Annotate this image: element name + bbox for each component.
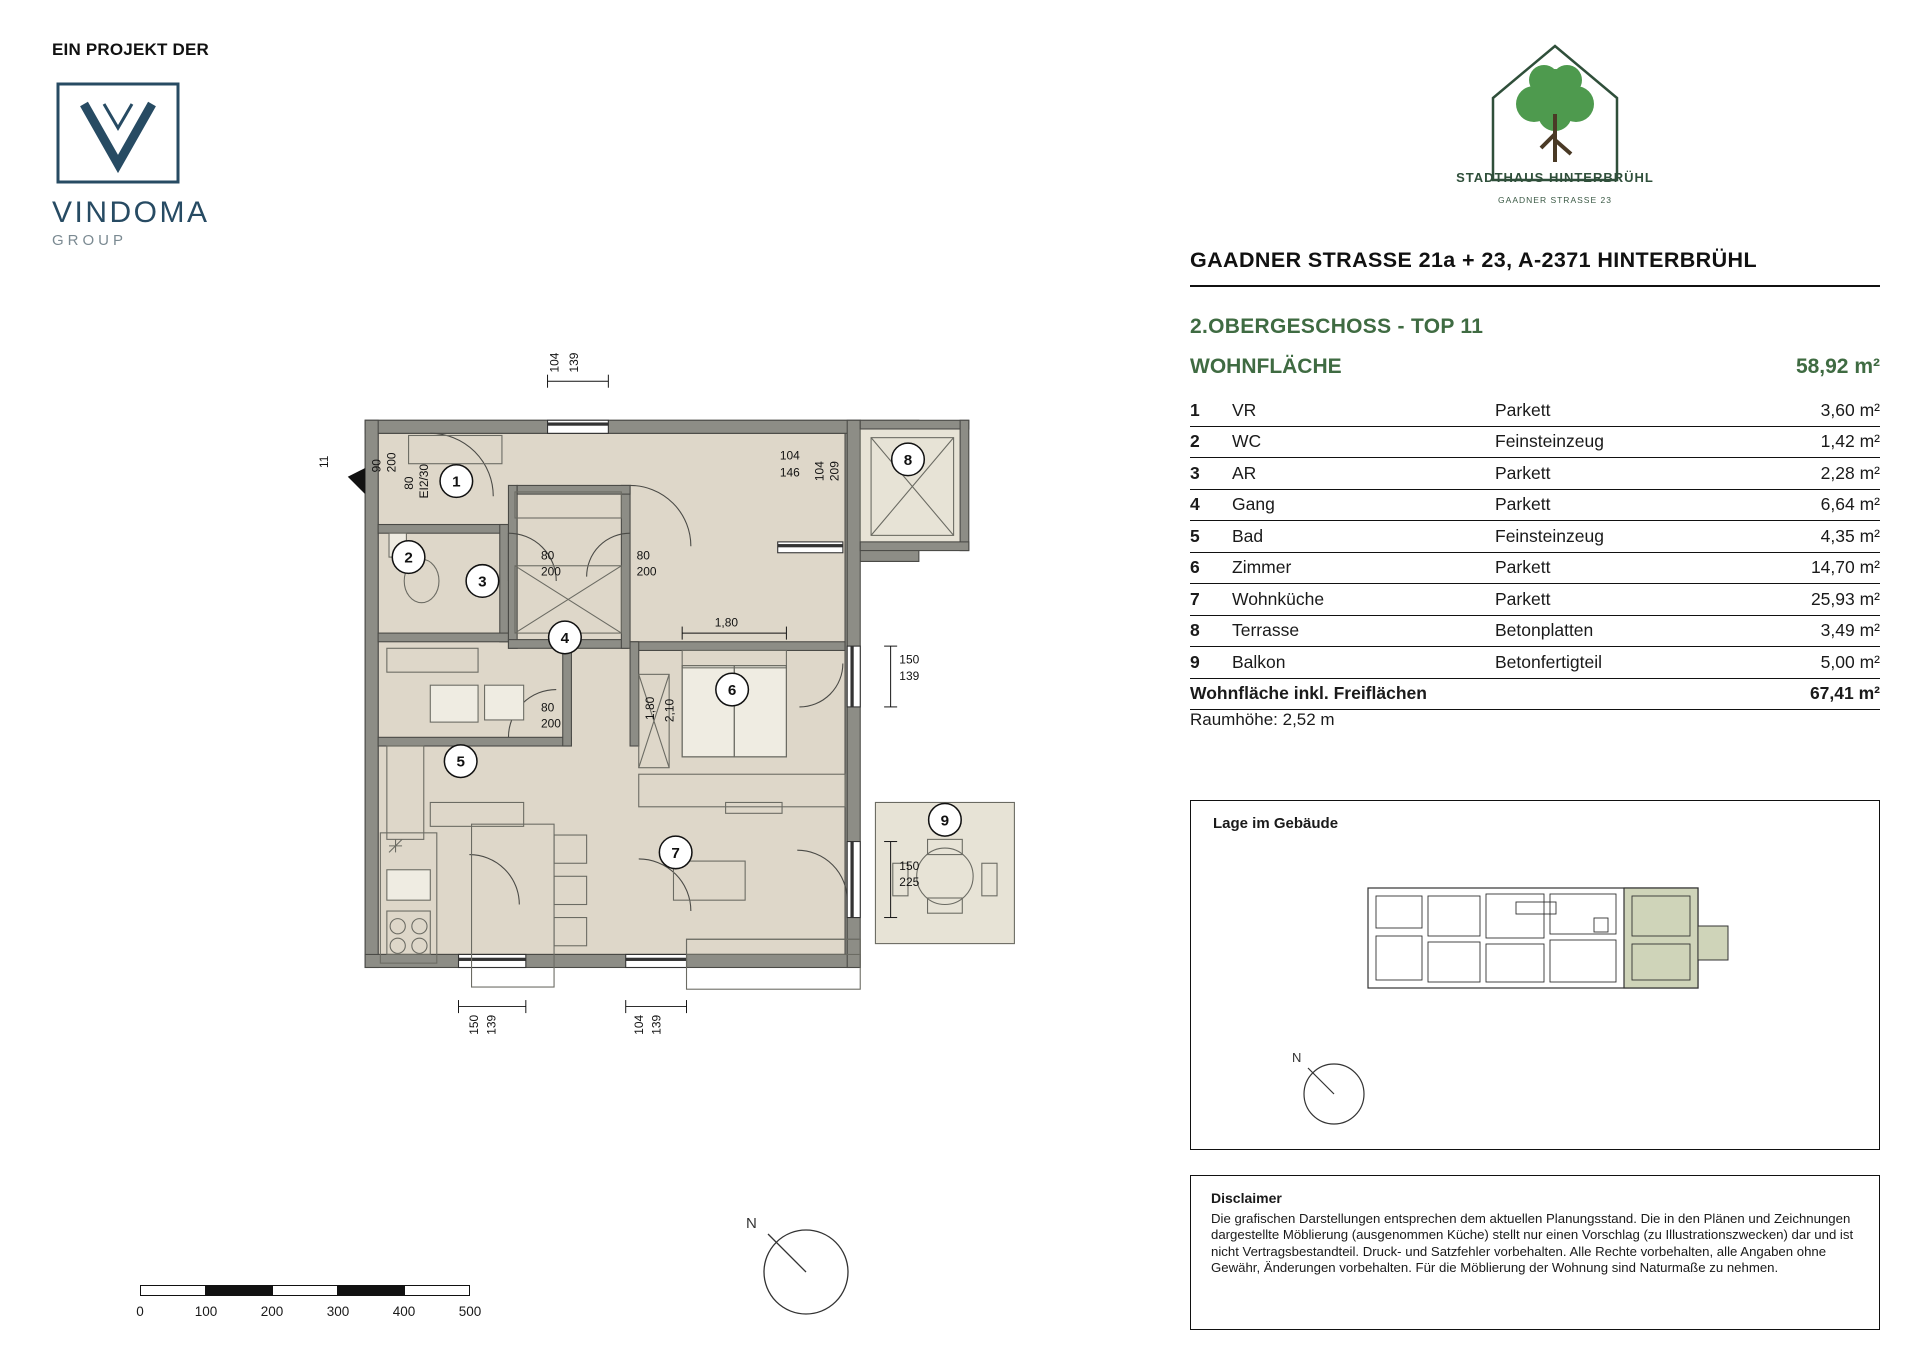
room-number: 7 <box>1190 588 1200 609</box>
room-area: 3,60 m² <box>1820 399 1880 420</box>
dim-label: 2,10 <box>662 698 677 723</box>
room-marker-label: 6 <box>727 681 737 699</box>
total-area: 67,41 m² <box>1809 683 1880 704</box>
room-name: Bad <box>1232 525 1264 546</box>
dim-label: 225 <box>899 875 920 890</box>
dim-label: 80 <box>541 700 555 715</box>
room-area: 6,64 m² <box>1820 494 1880 515</box>
room-marker-label: 1 <box>452 473 461 491</box>
dim-label: 104 <box>812 461 827 482</box>
project-address: GAADNER STRASSE 21a + 23, A-2371 HINTERBRÜHL <box>1190 248 1757 272</box>
room-material: Parkett <box>1495 462 1551 483</box>
room-marker-label: 3 <box>478 573 487 591</box>
brand-subtitle: GROUP <box>52 232 128 249</box>
dim-label: 139 <box>649 1014 664 1035</box>
table-row <box>1190 395 1880 427</box>
room-material: Parkett <box>1495 557 1551 578</box>
floor-and-unit: 2.OBERGESCHOSS - TOP 11 <box>1190 315 1484 338</box>
dim-label: 80 <box>636 548 650 563</box>
building-location-title: Lage im Gebäude <box>1213 815 1339 832</box>
room-material: Feinsteinzeug <box>1495 431 1604 452</box>
dim-label: 104 <box>547 352 562 373</box>
disclaimer-box <box>1190 1175 1880 1330</box>
living-area-value: 58,92 m² <box>1795 355 1880 378</box>
scale-tick: 300 <box>326 1304 350 1319</box>
brand-block <box>52 40 312 249</box>
room-area: 2,28 m² <box>1820 462 1880 483</box>
building-mini-plan <box>1366 866 1736 1011</box>
room-name: Gang <box>1232 494 1275 515</box>
room-number: 1 <box>1190 399 1200 420</box>
room-number: 6 <box>1190 557 1200 578</box>
compass-large <box>740 1210 850 1320</box>
room-marker-5 <box>444 745 477 778</box>
room-marker-label: 4 <box>560 629 570 647</box>
room-material: Parkett <box>1495 588 1551 609</box>
room-name: Wohnküche <box>1232 588 1325 609</box>
building-location-box <box>1190 800 1880 1150</box>
disclaimer-text: Die grafischen Darstellungen entsprechen dem aktuellen Planungsstand. Die in den Plänen und Zeichnungen dargestellte Möblierung (ausgenommen Küche) stellt nur einen Vorschlag (zu Illustrationszwecken) dar und ist nicht Vertragsbestandteil. Druck- und Satzfehler vorbehalten. Alle Rechte vorbehalten, alle Angaben ohne Gewähr, Änderungen vorbehalten. Für die Möblierung der Wohnung sind Naturmaße zu nehmen. <box>1211 1211 1854 1276</box>
dim-label: 104 <box>779 448 800 463</box>
room-name: WC <box>1232 431 1262 452</box>
room-number: 9 <box>1190 651 1200 672</box>
scale-tick: 500 <box>458 1304 482 1319</box>
dim-label: 139 <box>484 1014 499 1035</box>
room-area: 14,70 m² <box>1810 557 1880 578</box>
room-name: Terrasse <box>1232 620 1300 641</box>
dim-label: 90 <box>369 459 384 473</box>
room-marker-9 <box>929 804 962 837</box>
scale-bar <box>136 1285 485 1322</box>
room-material: Parkett <box>1495 494 1551 515</box>
room-area: 3,49 m² <box>1820 620 1880 641</box>
room-number: 2 <box>1190 431 1200 452</box>
room-area: 4,35 m² <box>1820 525 1880 546</box>
room-marker-7 <box>659 836 692 869</box>
disclaimer-title: Disclaimer <box>1211 1190 1282 1206</box>
room-marker-1 <box>440 465 473 498</box>
room-name: VR <box>1232 399 1257 420</box>
dim-label: 200 <box>541 564 561 579</box>
room-height: Raumhöhe: 2,52 m <box>1190 710 1335 729</box>
room-number: 3 <box>1190 462 1200 483</box>
table-row <box>1190 521 1880 553</box>
room-marker-label: 5 <box>456 753 465 771</box>
svg-text:N: N <box>1292 1050 1302 1065</box>
dim-label: 200 <box>636 564 657 579</box>
scale-bar-segments <box>140 1285 470 1301</box>
room-marker-label: 9 <box>940 812 950 830</box>
room-marker-label: 7 <box>671 844 680 862</box>
table-row-total <box>1190 679 1880 711</box>
room-material: Feinsteinzeug <box>1495 525 1604 546</box>
header-divider <box>1190 285 1880 287</box>
dim-label: 200 <box>384 452 399 473</box>
room-area: 25,93 m² <box>1810 588 1880 609</box>
room-number: 4 <box>1190 494 1200 515</box>
dim-label: EI2/30 <box>417 463 432 499</box>
table-row <box>1190 427 1880 459</box>
scale-tick: 100 <box>194 1304 218 1319</box>
dim-label: 200 <box>541 716 561 731</box>
room-area: 5,00 m² <box>1820 651 1880 672</box>
brand-kicker: EIN PROJEKT DER <box>52 40 209 59</box>
dim-label: 139 <box>566 352 581 373</box>
table-row <box>1190 490 1880 522</box>
dim-label: 1,80 <box>714 615 738 630</box>
room-name: AR <box>1232 462 1257 483</box>
compass-small <box>1286 1046 1368 1128</box>
room-marker-3 <box>466 565 499 598</box>
room-table <box>1190 395 1880 710</box>
room-name: Zimmer <box>1232 557 1292 578</box>
crest-line-2: GAADNER STRASSE 23 <box>1498 195 1612 205</box>
dim-label: 209 <box>827 461 842 482</box>
dim-label: 1,80 <box>642 696 657 720</box>
room-marker-6 <box>716 673 749 706</box>
house-tree-emblem <box>1455 30 1655 215</box>
room-material: Betonplatten <box>1495 620 1594 641</box>
table-row <box>1190 584 1880 616</box>
v-monogram-logo <box>52 78 197 188</box>
total-label: Wohnfläche inkl. Freiflächen <box>1190 683 1427 704</box>
room-number: 5 <box>1190 525 1200 546</box>
room-marker-label: 2 <box>404 549 413 567</box>
table-row <box>1190 616 1880 648</box>
dim-label: 150 <box>899 652 920 667</box>
room-marker-8 <box>892 443 925 476</box>
room-marker-label: 8 <box>903 451 913 469</box>
room-number: 8 <box>1190 620 1200 641</box>
scale-tick: 200 <box>260 1304 284 1319</box>
dim-label: 150 <box>899 858 920 873</box>
table-row <box>1190 647 1880 679</box>
living-area-label: WOHNFLÄCHE <box>1190 355 1342 378</box>
scale-bar-labels <box>136 1304 485 1322</box>
dim-label: 104 <box>632 1014 647 1035</box>
dim-label: 139 <box>899 668 920 683</box>
dim-label: 146 <box>779 465 800 480</box>
room-material: Betonfertigteil <box>1495 651 1603 672</box>
brand-name: VINDOMA <box>52 196 210 229</box>
table-row <box>1190 553 1880 585</box>
room-area: 1,42 m² <box>1820 431 1880 452</box>
room-marker-4 <box>549 621 582 654</box>
room-marker-2 <box>392 541 425 574</box>
scale-tick: 0 <box>136 1304 144 1319</box>
scale-tick: 400 <box>392 1304 416 1319</box>
dim-label: 80 <box>401 476 416 490</box>
floor-plan-drawing <box>300 330 1060 1035</box>
dim-label: 150 <box>467 1014 482 1035</box>
crest-line-1: STADTHAUS HINTERBRÜHL <box>1456 170 1654 185</box>
room-name: Balkon <box>1232 651 1286 672</box>
room-material: Parkett <box>1495 399 1551 420</box>
dim-label: 80 <box>541 548 555 563</box>
table-row <box>1190 458 1880 490</box>
svg-text:N: N <box>746 1215 757 1232</box>
dim-label: 11 <box>317 455 332 469</box>
